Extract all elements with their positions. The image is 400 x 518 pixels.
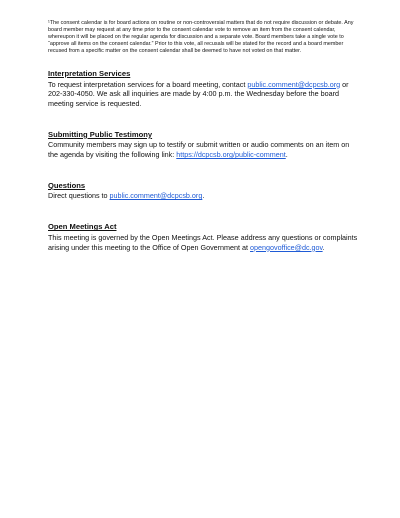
document-page <box>48 20 358 273</box>
open-meetings-heading: Open Meetings Act <box>48 222 117 232</box>
public-testimony-text <box>48 140 358 160</box>
questions-text-before: Direct questions to <box>48 191 110 201</box>
public-testimony-heading: Submitting Public Testimony <box>48 129 153 139</box>
questions-text-after: . <box>202 191 205 201</box>
interpretation-services-heading: Interpretation Services <box>48 69 131 78</box>
testimony-text-before: Community members may sign up to testify or submit written or audio comments on an item on the agenda by visiting the following link: <box>48 140 350 160</box>
questions-heading: Questions <box>48 180 86 190</box>
open-meetings-text <box>48 233 358 253</box>
interpretation-services-section <box>48 69 358 109</box>
open-meetings-section <box>48 222 358 252</box>
interpretation-email-link[interactable]: public.comment@dcpcsb.org <box>247 79 341 89</box>
public-comment-link[interactable]: https://dcpcsb.org/public-comment <box>176 150 286 160</box>
interpretation-services-text <box>48 80 358 109</box>
public-testimony-section <box>48 130 358 160</box>
questions-text <box>48 191 358 201</box>
consent-calendar-footnote: ¹The consent calendar is for board actions on routine or non-controversial matters that do not require discussion or debate. Any board member may request at any time prior to the consent calendar vote to remove an item from the consent calendar, whereupon it will be placed on the regular agenda for discussion and a separate vote. Board members take a single vote to “approve all items on the consent calendar.” Prior to this vote, all recusals will be stated for the record and a board member recused from a specific matter on the consent calendar shall be deemed to have not voted on that matter. <box>48 20 354 54</box>
open-meetings-text-before: This meeting is governed by the Open Meetings Act. Please address any questions or complaints arising under this meeting to the Office of Open Government at <box>48 232 358 252</box>
questions-section <box>48 181 358 201</box>
interpretation-text-before: To request interpretation services for a board meeting, contact <box>48 79 248 89</box>
interpretation-text-after: or 202-330-4050. We ask all inquiries are made by 4:00 p.m. the Wednesday before the board meeting service is requested. <box>48 79 349 109</box>
questions-email-link[interactable]: public.comment@dcpcsb.org <box>109 191 203 201</box>
open-meetings-text-after: . <box>322 242 325 252</box>
testimony-text-after: . <box>285 150 288 160</box>
open-government-email-link[interactable]: opengovoffice@dc.gov <box>250 242 323 252</box>
